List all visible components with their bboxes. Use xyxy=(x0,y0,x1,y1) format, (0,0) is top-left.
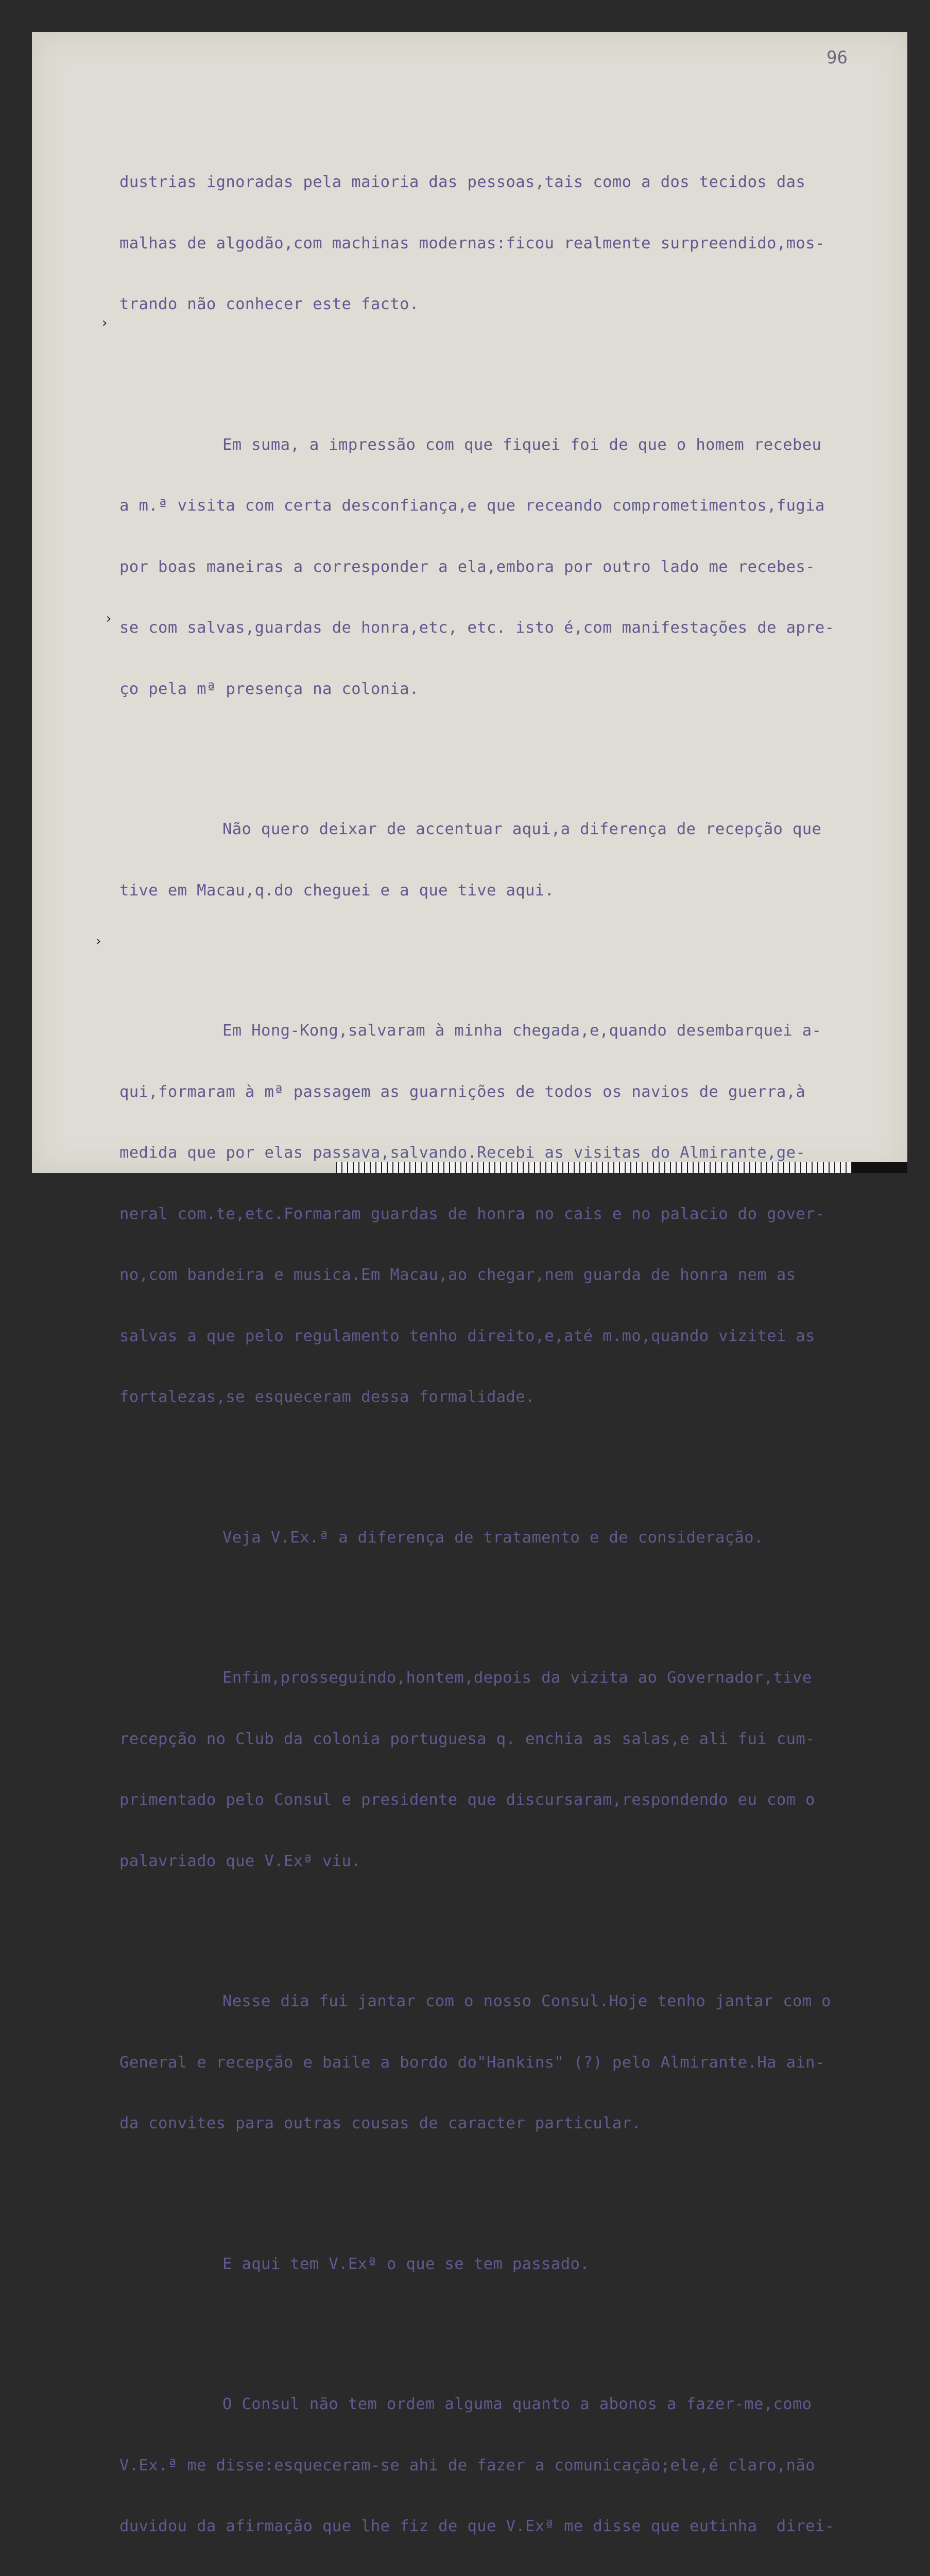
text-line: dustrias ignoradas pela maioria das pessoas,tais como a dos tecidos das xyxy=(119,170,902,195)
text-line: tive em Macau,q.do cheguei e a que tive aqui. xyxy=(119,878,902,904)
text-line: trando não conhecer este facto. xyxy=(119,292,902,317)
text-line: Em Hong-Kong,salvaram à minha chegada,e,quando desembarquei a- xyxy=(119,1019,902,1044)
text-line: malhas de algodão,com machinas modernas:ficou realmente surpreendido,mos- xyxy=(119,231,902,257)
margin-tick-mark: › xyxy=(102,315,107,331)
text-line: Enfim,prosseguindo,hontem,depois da vizita ao Governador,tive xyxy=(119,1666,902,1691)
text-line: a m.ª visita com certa desconfiança,e que receando comprometimentos,fugia xyxy=(119,494,902,519)
text-line: se com salvas,guardas de honra,etc, etc. isto é,com manifestações de apre- xyxy=(119,616,902,641)
page-number: 96 xyxy=(826,47,848,68)
text-line: qui,formaram à mª passagem as guarnições de todos os navios de guerra,à xyxy=(119,1080,902,1105)
text-line: E aqui tem V.Exª o que se tem passado. xyxy=(119,2252,902,2277)
text-line: General e recepção e baile a bordo do"Hankins" (?) pelo Almirante.Ha ain- xyxy=(119,2050,902,2076)
scale-ruler xyxy=(336,1162,902,1173)
text-line: duvidou da afirmação que lhe fiz de que V.Exª me disse que eutinha direi- xyxy=(119,2514,902,2539)
text-line: por boas maneiras a corresponder a ela,embora por outro lado me recebes- xyxy=(119,555,902,580)
margin-tick-mark: › xyxy=(106,611,111,626)
paragraph xyxy=(119,1953,902,2173)
text-line: ço pela mª presença na colonia. xyxy=(119,677,902,702)
text-line: V.Ex.ª me disse:esqueceram-se ahi de fazer a comunicação;ele,é claro,não xyxy=(119,2453,902,2479)
text-line: O Consul não tem ordem alguma quanto a abonos a fazer-me,como xyxy=(119,2392,902,2417)
paragraph xyxy=(119,2356,902,2576)
text-line: Não quero deixar de accentuar aqui,a diferença de recepção que xyxy=(119,817,902,842)
text-line: medida que por elas passava,salvando.Recebi as visitas do Almirante,ge- xyxy=(119,1141,902,1166)
paragraph xyxy=(119,134,902,353)
margin-tick-mark: › xyxy=(96,934,101,949)
paragraph xyxy=(119,1630,902,1910)
text-line: no,com bandeira e musica.Em Macau,ao chegar,nem guarda de honra nem as xyxy=(119,1263,902,1288)
paragraph xyxy=(119,982,902,1446)
text-line: neral com.te,etc.Formaram guardas de honra no cais e no palacio do gover- xyxy=(119,1202,902,1227)
paragraph xyxy=(119,781,902,939)
text-line: Veja V.Ex.ª a diferença de tratamento e de consideração. xyxy=(119,1526,902,1551)
scale-ruler-end xyxy=(852,1162,907,1173)
paragraph xyxy=(119,2216,902,2313)
text-line: salvas a que pelo regulamento tenho direito,e,até m.mo,quando vizitei as xyxy=(119,1324,902,1349)
paragraph xyxy=(119,397,902,738)
text-line: fortalezas,se esqueceram dessa formalidade. xyxy=(119,1385,902,1410)
text-line: palavriado que V.Exª viu. xyxy=(119,1849,902,1874)
text-line: Em suma, a impressão com que fiquei foi de que o homem recebeu xyxy=(119,433,902,458)
text-line: recepção no Club da colonia portuguesa q. enchia as salas,e ali fui cum- xyxy=(119,1727,902,1752)
paragraph xyxy=(119,1489,902,1587)
text-line: da convites para outras cousas de caracter particular. xyxy=(119,2111,902,2137)
text-line: primentado pelo Consul e presidente que discursaram,respondendo eu com o xyxy=(119,1788,902,1813)
text-line: Nesse dia fui jantar com o nosso Consul.Hoje tenho jantar com o xyxy=(119,1989,902,2014)
letter-body xyxy=(119,80,902,2576)
